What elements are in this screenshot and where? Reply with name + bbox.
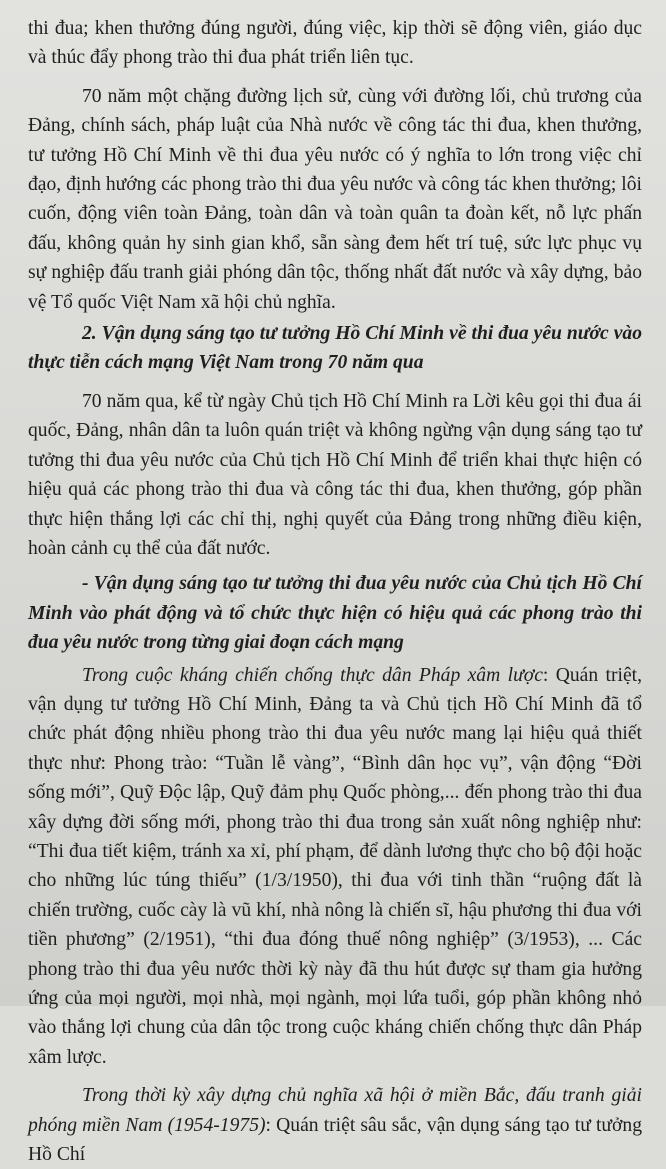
paragraph-70-years-since: 70 năm qua, kể từ ngày Chủ tịch Hồ Chí Minh ra Lời kêu gọi thi đua ái quốc, Đảng, nhân dân ta luôn quán triệt và không ngừng vận dụng sáng tạo tư tưởng thi đua yêu nước của Chủ tịch Hồ Chí Minh để triển khai thực hiện có hiệu quả các phong trào thi đua và công tác thi đua, khen thưởng, góp phần thực hiện thắng lợi các chỉ thị, nghị quyết của Đảng trong những điều kiện, hoàn cảnh cụ thể của đất nước. bbox=[28, 390, 642, 559]
section-heading-2: 2. Vận dụng sáng tạo tư tưởng Hồ Chí Minh về thi đua yêu nước vào thực tiễn cách mạng Việt Nam trong 70 năm qua bbox=[28, 323, 642, 374]
paragraph-70-years: 70 năm một chặng đường lịch sử, cùng với đường lối, chủ trương của Đảng, chính sách, pháp luật của Nhà nước về công tác thi đua, khen thưởng, tư tưởng Hồ Chí Minh về thi đua yêu nước có ý nghĩa to lớn trong việc chỉ đạo, định hướng các phong trào thi đua yêu nước và công tác khen thưởng; lôi cuốn, động viên toàn Đảng, toàn dân và toàn quân ta đoàn kết, nỗ lực phấn đấu, không quản hy sinh gian khổ, sẵn sàng đem hết trí tuệ, sức lực phục vụ sự nghiệp đấu tranh giải phóng dân tộc, thống nhất đất nước và xây dựng, bảo vệ Tổ quốc Việt Nam xã hội chủ nghĩa. bbox=[28, 85, 642, 313]
subsection-heading-application: - Vận dụng sáng tạo tư tưởng thi đua yêu nước của Chủ tịch Hồ Chí Minh vào phát động và tổ chức thực hiện có hiệu quả các phong trào thi đua yêu nước trong từng giai đoạn cách mạng bbox=[28, 573, 642, 654]
period-label-north: Trong thời kỳ xây dựng chủ nghĩa xã hội ở miền Bắc, đấu tranh giải phóng miền Nam (1954-1975) bbox=[28, 1085, 642, 1136]
period-label-france: Trong cuộc kháng chiến chống thực dân Pháp xâm lược bbox=[82, 664, 543, 686]
paragraph-socialism-north bbox=[28, 1081, 642, 1169]
paragraph-resistance-france bbox=[28, 661, 642, 1073]
paragraph-body-france: : Quán triệt, vận dụng tư tưởng Hồ Chí Minh, Đảng ta và Chủ tịch Hồ Chí Minh đã tổ chức phát động nhiều phong trào thi đua yêu nước mang lại hiệu quả thiết thực như: Phong trào: “Tuần lễ vàng”, “Bình dân học vụ”, vận động “Đời sống mới”, Quỹ Độc lập, Quỹ đảm phụ Quốc phòng,... đến phong trào thi đua xây dựng đời sống mới, phong trào thi đua trong sản xuất nông nghiệp như: “Thi đua tiết kiệm, tránh xa xỉ, phí phạm, để dành lương thực cho bộ đội hoặc cho những lúc túng thiếu” (1/3/1950), thi đua với tinh thần “ruộng đất là chiến trường, cuốc cày là vũ khí, nhà nông là chiến sĩ, hậu phương thi đua với tiền phương” (2/1951), “thi đua đóng thuế nông nghiệp” (3/1953), ... Các phong trào thi đua yêu nước thời kỳ này đã thu hút được sự tham gia hưởng ứng của mọi người, mọi nhà, mọi ngành, mọi lứa tuổi, góp phần không nhỏ vào thắng lợi chung của dân tộc trong cuộc kháng chiến chống thực dân Pháp xâm lược. bbox=[28, 664, 642, 1068]
paragraph-body-north: : Quán triệt sâu sắc, vận dụng sáng tạo tư tưởng Hồ Chí bbox=[28, 1114, 642, 1166]
paragraph-continuation: thi đua; khen thưởng đúng người, đúng việc, kịp thời sẽ động viên, giáo dục và thúc đẩy phong trào thi đua phát triển liên tục. bbox=[28, 18, 642, 69]
